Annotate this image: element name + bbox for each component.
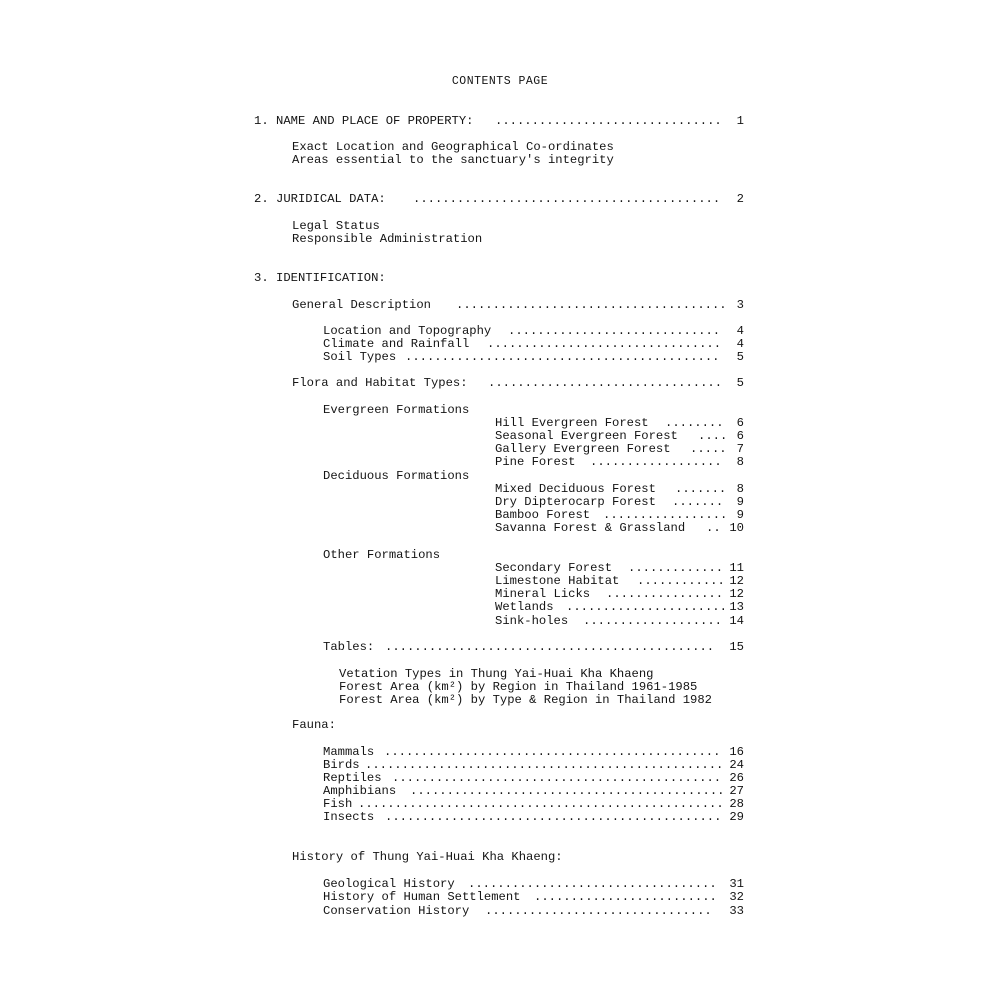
dot-leader: .......................................... xyxy=(413,192,721,206)
page-number: 9 xyxy=(736,495,744,509)
entry-label: Savanna Forest & Grassland xyxy=(495,521,686,535)
entry-label: Flora and Habitat Types: xyxy=(292,376,468,390)
page-number: 28 xyxy=(729,797,744,811)
dot-leader: .. xyxy=(706,521,721,535)
table-title: Forest Area (km²) by Region in Thailand 1961-1985 xyxy=(339,680,698,694)
page-number: 2 xyxy=(736,192,744,206)
page-number: 13 xyxy=(729,600,744,614)
entry-label: Seasonal Evergreen Forest xyxy=(495,429,678,443)
dot-leader: .............................................. xyxy=(385,810,722,824)
entry-label: Conservation History xyxy=(323,904,470,918)
dot-leader: ........................................... xyxy=(410,784,725,798)
page-number: 4 xyxy=(736,324,744,338)
dot-leader: ........ xyxy=(665,416,724,430)
group-label: Fauna: xyxy=(292,718,336,732)
entry-label: Fish xyxy=(323,797,353,811)
entry-label: History of Human Settlement xyxy=(323,890,521,904)
sub-item: Areas essential to the sanctuary's integrity xyxy=(292,153,614,167)
dot-leader: .................................................. xyxy=(358,797,724,811)
page-number: 11 xyxy=(729,561,744,575)
entry-label: Secondary Forest xyxy=(495,561,613,575)
page-number: 12 xyxy=(729,574,744,588)
dot-leader: ................................ xyxy=(488,376,723,390)
group-label: Deciduous Formations xyxy=(323,469,470,483)
table-title: Vetation Types in Thung Yai-Huai Kha Khaeng xyxy=(339,667,654,681)
section-heading: IDENTIFICATION: xyxy=(276,271,386,285)
dot-leader: ............................................. xyxy=(392,771,722,785)
page-number: 24 xyxy=(729,758,744,772)
dot-leader: ............................... xyxy=(485,904,712,918)
page-number: 7 xyxy=(736,442,744,456)
sub-item: Exact Location and Geographical Co-ordinates xyxy=(292,140,614,154)
page-number: 15 xyxy=(729,640,744,654)
entry-label: Dry Dipterocarp Forest xyxy=(495,495,656,509)
dot-leader: ................. xyxy=(603,508,728,522)
group-label: Other Formations xyxy=(323,548,441,562)
page-number: 12 xyxy=(729,587,744,601)
dot-leader: ........................................... xyxy=(405,350,720,364)
section-number: 2. xyxy=(254,192,269,206)
dot-leader: ............................... xyxy=(495,114,722,128)
page-number: 8 xyxy=(736,482,744,496)
dot-leader: ................................ xyxy=(487,337,722,351)
entry-label: Geological History xyxy=(323,877,455,891)
section-heading: JURIDICAL DATA: xyxy=(276,192,386,206)
entry-label: Location and Topography xyxy=(323,324,492,338)
page-number: 5 xyxy=(736,376,744,390)
page-number: 31 xyxy=(729,877,744,891)
dot-leader: .............................................. xyxy=(384,745,721,759)
dot-leader: ................................................. xyxy=(365,758,724,772)
dot-leader: .................................. xyxy=(468,877,717,891)
entry-label: Sink-holes xyxy=(495,614,569,628)
entry-label: Tables: xyxy=(323,640,375,654)
entry-label: Gallery Evergreen Forest xyxy=(495,442,671,456)
page-number: 3 xyxy=(736,298,744,312)
section-number: 3. xyxy=(254,271,269,285)
page-number: 4 xyxy=(736,337,744,351)
dot-leader: ...................... xyxy=(566,600,727,614)
dot-leader: ..................................... xyxy=(456,298,727,312)
page-number: 29 xyxy=(729,810,744,824)
page-number: 8 xyxy=(736,455,744,469)
page-number: 16 xyxy=(729,745,744,759)
entry-label: Birds xyxy=(323,758,360,772)
dot-leader: ............. xyxy=(628,561,724,575)
entry-label: Reptiles xyxy=(323,771,382,785)
page-number: 27 xyxy=(729,784,744,798)
dot-leader: ................... xyxy=(583,614,722,628)
page-number: 9 xyxy=(736,508,744,522)
dot-leader: ............ xyxy=(637,574,725,588)
entry-label: Limestone Habitat xyxy=(495,574,620,588)
dot-leader: ................ xyxy=(606,587,724,601)
dot-leader: ..... xyxy=(690,442,727,456)
entry-label: General Description xyxy=(292,298,431,312)
dot-leader: .... xyxy=(698,429,728,443)
page-number: 10 xyxy=(729,521,744,535)
entry-label: Bamboo Forest xyxy=(495,508,591,522)
page-number: 1 xyxy=(736,114,744,128)
group-label: Evergreen Formations xyxy=(323,403,470,417)
entry-label: Mammals xyxy=(323,745,375,759)
table-title: Forest Area (km²) by Type & Region in Thailand 1982 xyxy=(339,693,712,707)
page-number: 5 xyxy=(736,350,744,364)
page-number: 33 xyxy=(729,904,744,918)
page-number: 6 xyxy=(736,429,744,443)
page-number: 32 xyxy=(729,890,744,904)
entry-label: Wetlands xyxy=(495,600,554,614)
sub-item: Legal Status xyxy=(292,219,380,233)
entry-label: Pine Forest xyxy=(495,455,576,469)
dot-leader: ....... xyxy=(672,495,724,509)
page-number: 6 xyxy=(736,416,744,430)
dot-leader: ............................. xyxy=(508,324,721,338)
entry-label: Insects xyxy=(323,810,375,824)
dot-leader: .................. xyxy=(590,455,722,469)
dot-leader: ............................................. xyxy=(385,640,715,654)
entry-label: Amphibians xyxy=(323,784,397,798)
entry-label: Hill Evergreen Forest xyxy=(495,416,649,430)
page-number: 26 xyxy=(729,771,744,785)
dot-leader: ......................... xyxy=(534,890,717,904)
entry-label: Mineral Licks xyxy=(495,587,591,601)
section-number: 1. xyxy=(254,114,269,128)
group-label: History of Thung Yai-Huai Kha Khaeng: xyxy=(292,850,563,864)
section-heading: NAME AND PLACE OF PROPERTY: xyxy=(276,114,474,128)
dot-leader: ....... xyxy=(675,482,727,496)
entry-label: Soil Types xyxy=(323,350,397,364)
entry-label: Mixed Deciduous Forest xyxy=(495,482,656,496)
page-number: 14 xyxy=(729,614,744,628)
sub-item: Responsible Administration xyxy=(292,232,483,246)
entry-label: Climate and Rainfall xyxy=(323,337,470,351)
page-title: CONTENTS PAGE xyxy=(451,75,549,88)
